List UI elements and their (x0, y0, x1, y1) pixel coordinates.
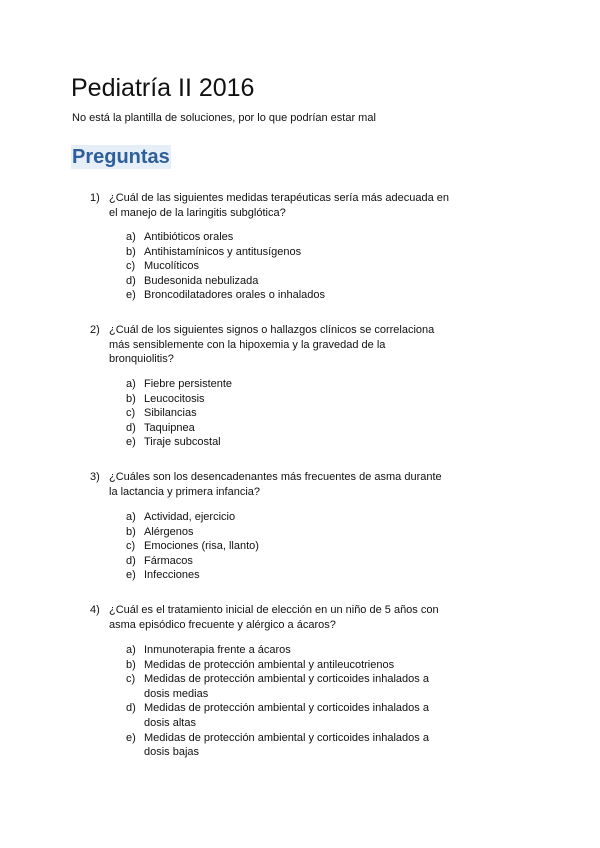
option-text: Tiraje subcostal (144, 436, 221, 449)
option-letter: a) (126, 644, 136, 656)
question-stem (90, 470, 450, 499)
option-text: Antibióticos orales (144, 231, 234, 243)
question-number: 4) (90, 604, 100, 616)
option-letter: e) (126, 731, 136, 744)
option-text: Antihistamínicos y antitusígenos (144, 245, 302, 258)
option-text: Inmunoterapia frente a ácaros (144, 644, 291, 656)
question-4 (90, 603, 450, 759)
option-item (126, 554, 436, 569)
option-text: Mucolíticos (144, 260, 200, 273)
option-letter: c) (126, 673, 136, 686)
option-item (126, 568, 436, 583)
option-text: Fármacos (144, 554, 193, 567)
option-text: Medidas de protección ambiental y corticoides inhalados a dosis bajas (144, 731, 429, 759)
option-text: Infecciones (144, 569, 200, 582)
question-number: 1) (90, 192, 100, 204)
document-title: Pediatría II 2016 (71, 74, 255, 102)
option-item (126, 435, 436, 450)
option-item (126, 245, 436, 260)
question-text: ¿Cuáles son los desencadenantes más frecuentes de asma durante la lactancia y primera infancia? (109, 471, 442, 498)
option-letter: d) (126, 554, 136, 567)
option-text: Actividad, ejercicio (144, 511, 236, 523)
section-heading: Preguntas (72, 146, 170, 168)
option-item (126, 274, 436, 289)
option-list (126, 377, 436, 450)
option-text: Sibilancias (144, 407, 197, 420)
option-text: Taquipnea (144, 421, 195, 434)
option-letter: e) (126, 436, 136, 449)
option-letter: b) (126, 245, 136, 258)
question-number: 3) (90, 471, 100, 483)
question-2 (90, 323, 450, 449)
question-stem (90, 323, 450, 367)
option-item (126, 230, 436, 245)
option-letter: b) (126, 392, 136, 405)
option-letter: d) (126, 274, 136, 287)
option-item (126, 510, 436, 525)
option-text: Broncodilatadores orales o inhalados (144, 289, 326, 302)
question-number: 2) (90, 324, 100, 336)
option-item (126, 525, 436, 540)
option-letter: d) (126, 702, 136, 715)
option-letter: e) (126, 569, 136, 582)
option-letter: a) (126, 378, 136, 390)
option-list (126, 643, 436, 760)
option-letter: a) (126, 231, 136, 243)
question-text: ¿Cuál de los siguientes signos o hallazgos clínicos se correlaciona más sensiblemente con la hipoxemia y la gravedad de la bronquiolitis? (109, 324, 435, 366)
option-letter: c) (126, 260, 136, 273)
option-letter: b) (126, 658, 136, 671)
option-list (126, 230, 436, 303)
option-letter: c) (126, 540, 136, 553)
option-text: Fiebre persistente (144, 378, 233, 390)
option-item (126, 259, 436, 274)
option-item (126, 701, 436, 730)
option-text: Emociones (risa, llanto) (144, 540, 259, 553)
option-item (126, 288, 436, 303)
question-1 (90, 191, 450, 302)
question-text: ¿Cuál es el tratamiento inicial de elección en un niño de 5 años con asma episódico frecuente y alérgico a ácaros? (109, 604, 439, 631)
option-letter: c) (126, 407, 136, 420)
option-text: Alérgenos (144, 525, 194, 538)
option-text: Budesonida nebulizada (144, 274, 259, 287)
option-text: Medidas de protección ambiental y antileucotrienos (144, 658, 395, 671)
question-stem (90, 191, 450, 220)
document-subtitle: No está la plantilla de soluciones, por lo que podrían estar mal (72, 112, 376, 124)
option-item (126, 731, 436, 760)
option-item (126, 406, 436, 421)
option-item (126, 539, 436, 554)
option-item (126, 377, 436, 392)
option-letter: b) (126, 525, 136, 538)
option-text: Medidas de protección ambiental y corticoides inhalados a dosis altas (144, 702, 429, 729)
option-item (126, 672, 436, 701)
option-letter: e) (126, 289, 136, 302)
option-text: Leucocitosis (144, 392, 205, 405)
option-text: Medidas de protección ambiental y corticoides inhalados a dosis medias (144, 673, 429, 700)
question-3 (90, 470, 450, 582)
question-text: ¿Cuál de las siguientes medidas terapéuticas sería más adecuada en el manejo de la laringitis subglótica? (109, 192, 449, 219)
option-list (126, 510, 436, 583)
option-letter: d) (126, 421, 136, 434)
option-item (126, 421, 436, 436)
option-letter: a) (126, 511, 136, 523)
question-stem (90, 603, 450, 632)
option-item (126, 658, 436, 673)
option-item (126, 643, 436, 658)
option-item (126, 392, 436, 407)
